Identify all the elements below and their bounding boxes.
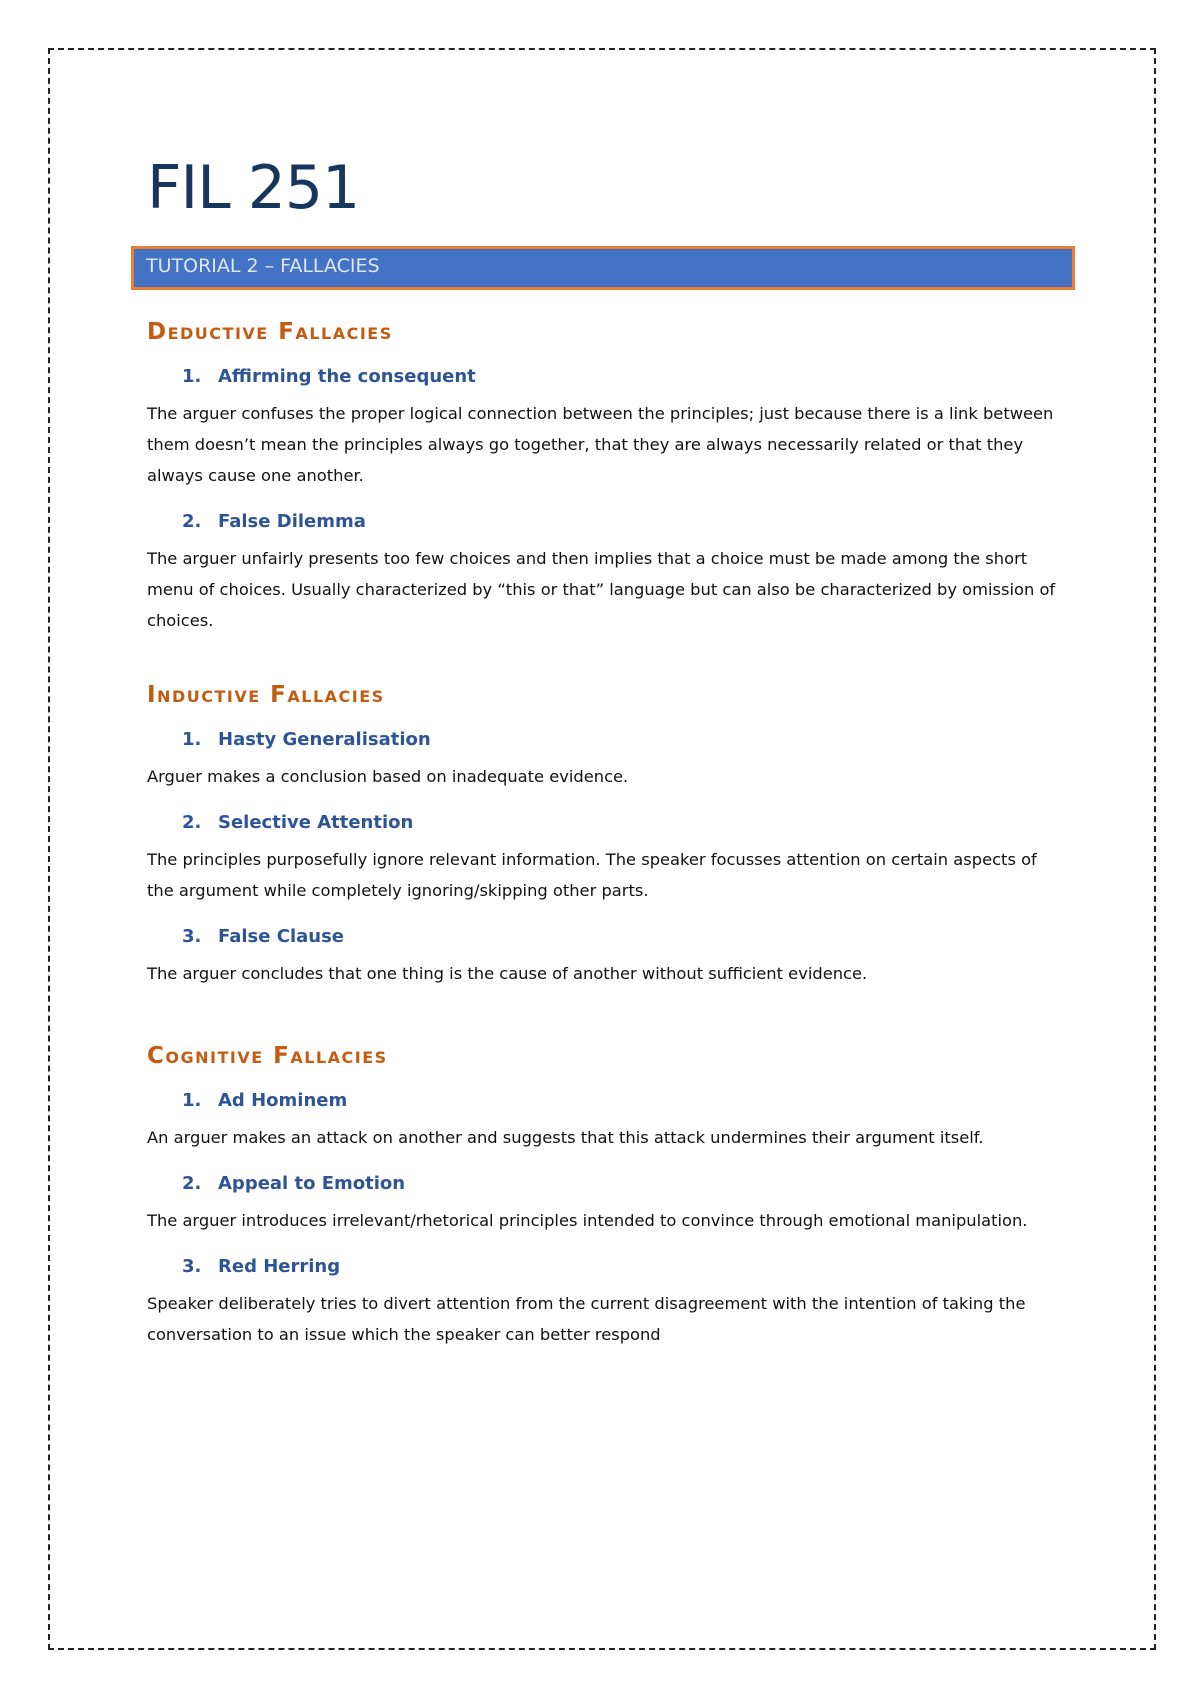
section-deductive-fallacies [147, 316, 1059, 636]
item-description: Speaker deliberately tries to divert attention from the current disagreement with the intention of taking the conversation to an issue which the speaker can better respond [147, 1294, 1026, 1344]
item-description: Arguer makes a conclusion based on inadequate evidence. [147, 767, 629, 786]
subtitle-banner-text: TUTORIAL 2 – FALLACIES [146, 255, 380, 277]
list-item [147, 364, 1059, 491]
list-item [147, 924, 1059, 989]
section-heading: Inductive Fallacies [147, 682, 385, 708]
item-title-text: False Clause [218, 926, 345, 947]
item-title-text: Affirming the consequent [218, 366, 476, 387]
item-description: The arguer concludes that one thing is the cause of another without sufficient evidence. [147, 964, 868, 983]
item-title [182, 727, 1059, 753]
item-number: 3. [182, 1256, 202, 1277]
item-title [182, 509, 1059, 535]
list-item [147, 727, 1059, 792]
item-title [182, 924, 1059, 950]
list-item [147, 1254, 1059, 1350]
item-number: 1. [182, 729, 202, 750]
item-number: 1. [182, 366, 202, 387]
item-number: 2. [182, 511, 202, 532]
item-title [182, 810, 1059, 836]
section-inductive-fallacies [147, 679, 1059, 989]
list-item [147, 509, 1059, 636]
item-title [182, 364, 1059, 390]
document-header [147, 140, 1059, 236]
item-description: The arguer unfairly presents too few choices and then implies that a choice must be made among the short menu of choices. Usually characterized by “this or that” language but can also be characterized by omission of choices. [147, 549, 1056, 630]
section-heading: Deductive Fallacies [147, 319, 393, 345]
item-title [182, 1088, 1059, 1114]
section-cognitive-fallacies [147, 1040, 1059, 1350]
item-number: 3. [182, 926, 202, 947]
item-title-text: Appeal to Emotion [218, 1173, 406, 1194]
list-item [147, 810, 1059, 906]
item-title [182, 1254, 1059, 1280]
item-title-text: False Dilemma [218, 511, 366, 532]
item-description: The arguer confuses the proper logical connection between the principles; just because there is a link between them doesn’t mean the principles always go together, that they are always necessarily related or that they always cause one another. [147, 404, 1054, 485]
item-description: The principles purposefully ignore relevant information. The speaker focusses attention on certain aspects of the argument while completely ignoring/skipping other parts. [147, 850, 1037, 900]
item-title-text: Selective Attention [218, 812, 414, 833]
item-title-text: Ad Hominem [218, 1090, 348, 1111]
list-item [147, 1171, 1059, 1236]
item-number: 2. [182, 1173, 202, 1194]
item-title-text: Red Herring [218, 1256, 341, 1277]
item-description: An arguer makes an attack on another and suggests that this attack undermines their argument itself. [147, 1128, 984, 1147]
item-number: 2. [182, 812, 202, 833]
item-number: 1. [182, 1090, 202, 1111]
section-heading: Cognitive Fallacies [147, 1043, 388, 1069]
item-title [182, 1171, 1059, 1197]
subtitle-banner [131, 246, 1075, 290]
item-description: The arguer introduces irrelevant/rhetorical principles intended to convince through emotional manipulation. [147, 1211, 1028, 1230]
list-item [147, 1088, 1059, 1153]
document-title: FIL 251 [147, 153, 360, 223]
item-title-text: Hasty Generalisation [218, 729, 431, 750]
